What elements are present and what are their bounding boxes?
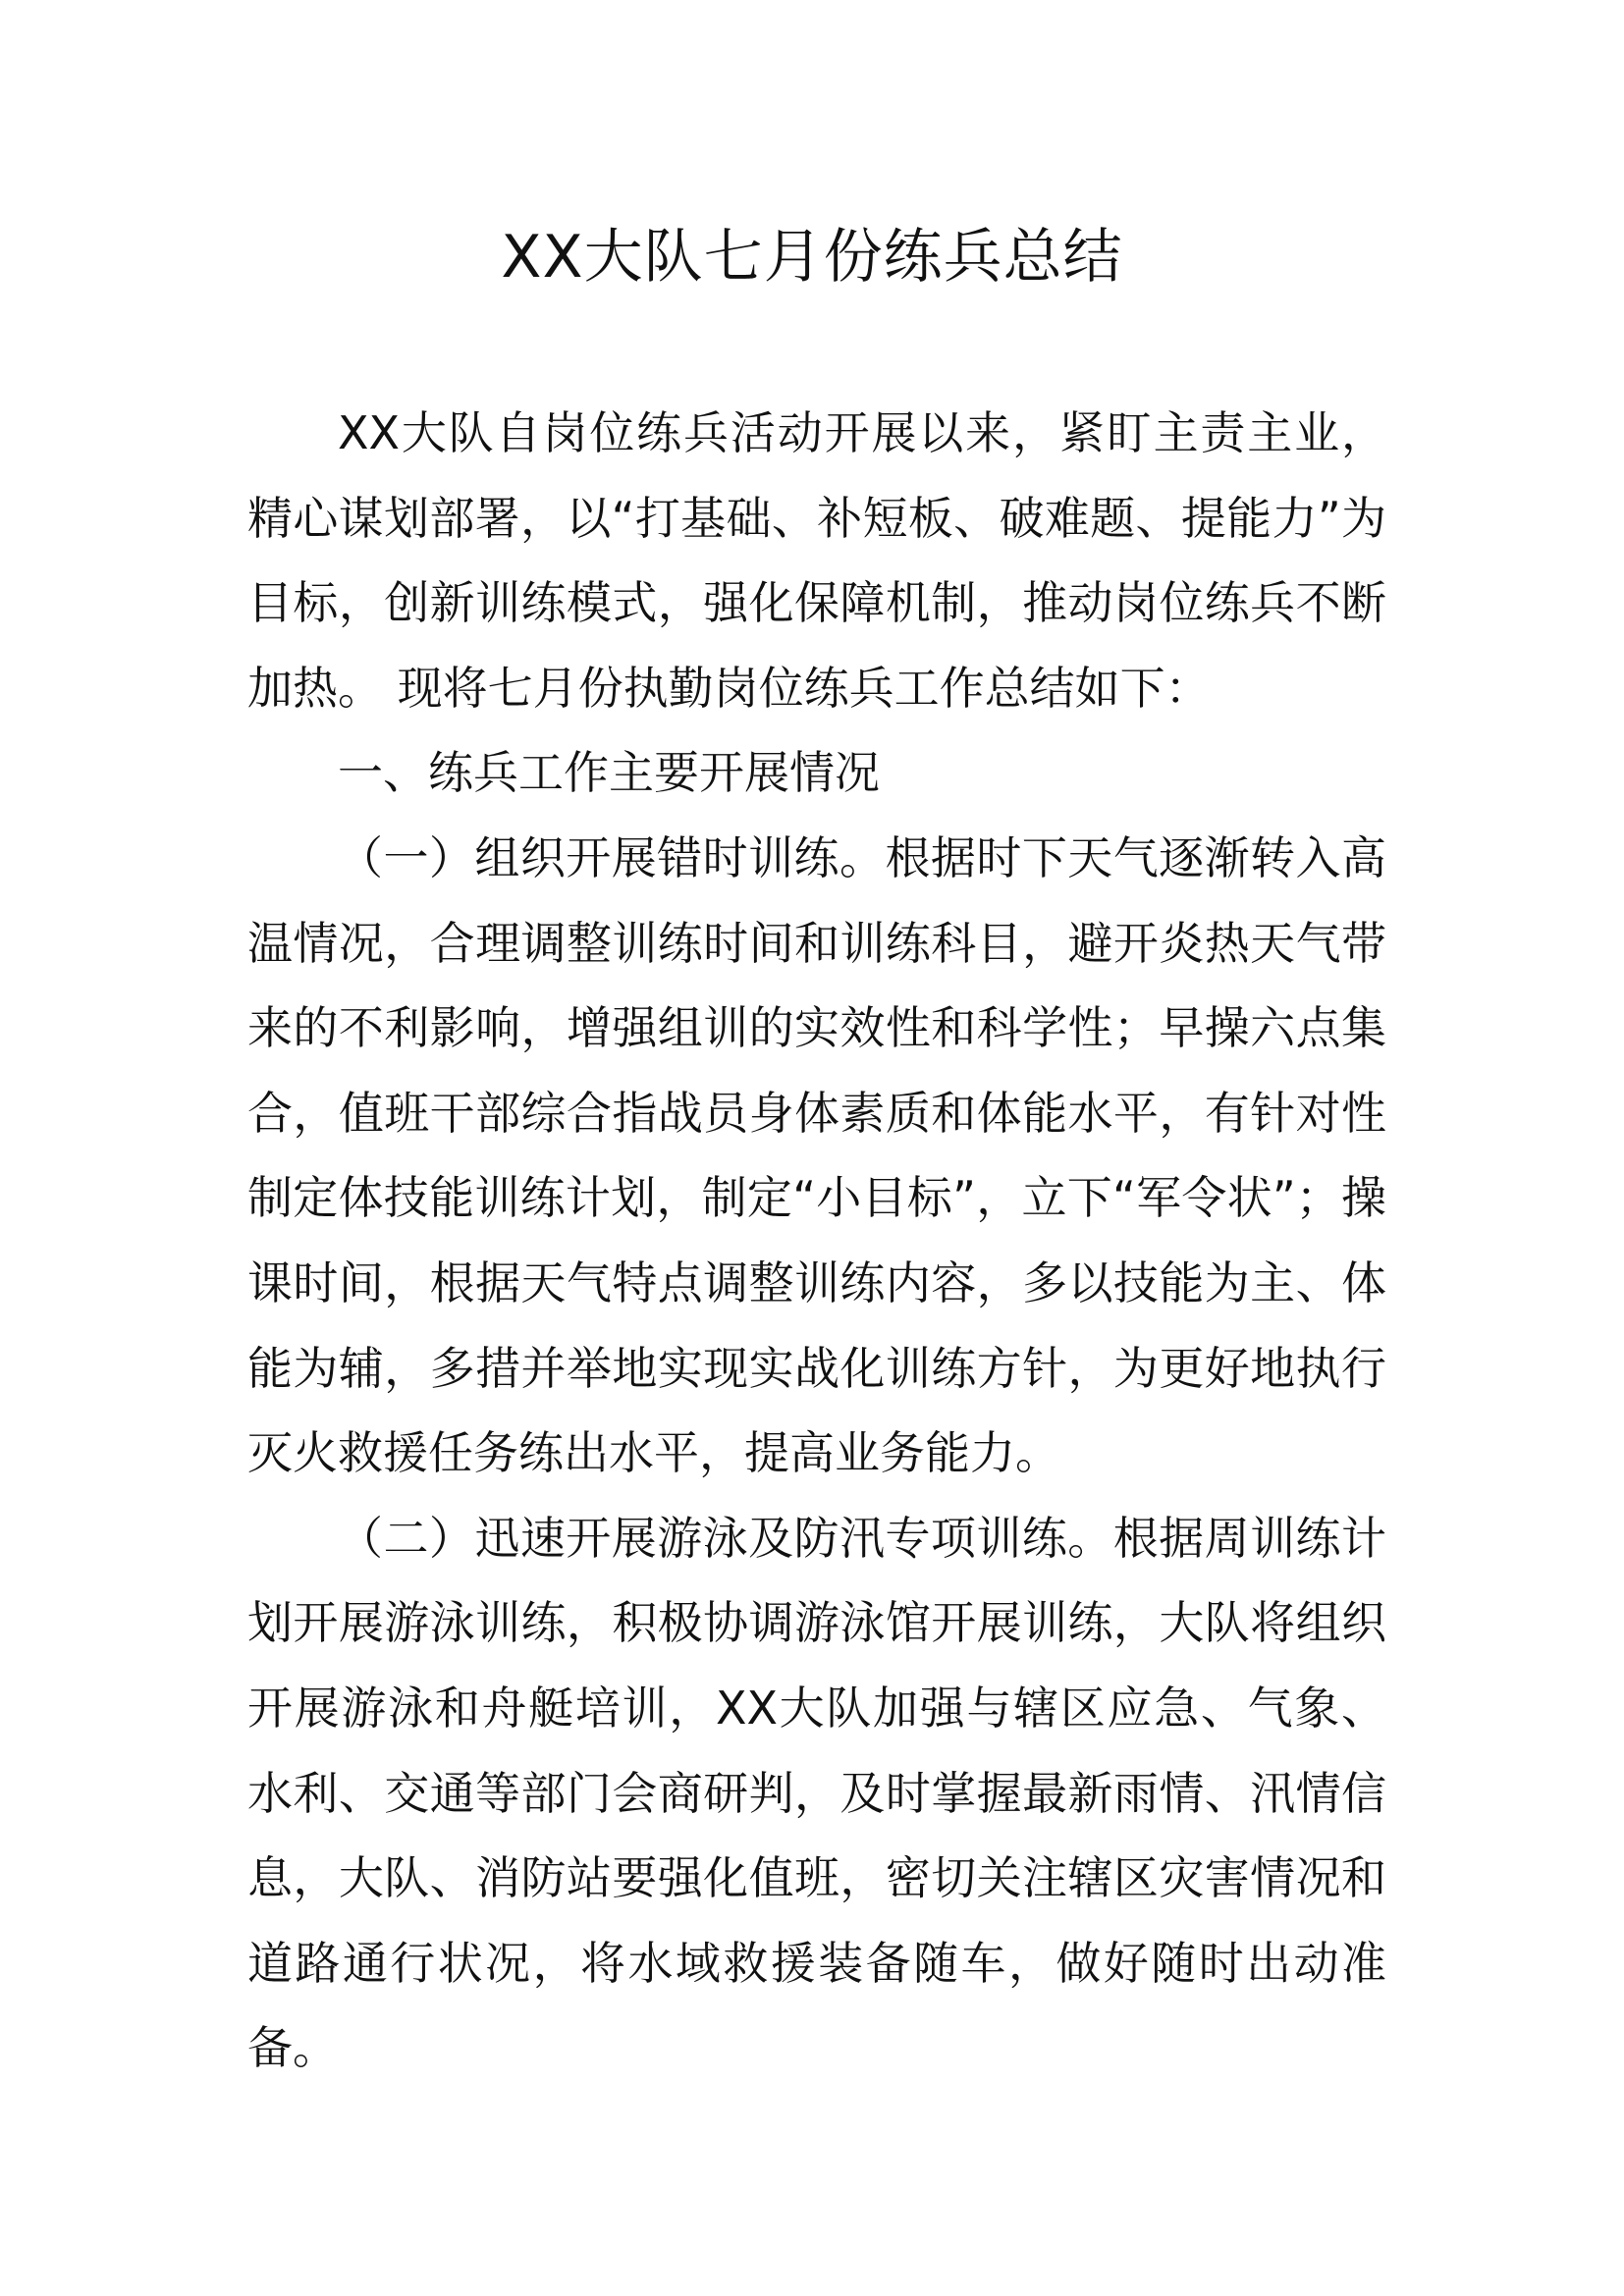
subsection-1-paragraph: （一）组织开展错时训练。根据时下天气逐渐转入高温情况，合理调整训练时间和训练科目，避开炎热天气带来的不利影响，增强组训的实效性和科学性；早操六点集合，值班干部综合指战员身体素质和体能水平，有针对性制定体技能训练计划，制定“小目标”，立下“军令状”；操课时间，根据天气特点调整训练内容，多以技能为主、体能为辅，多措并举地实现实战化训练方针，为更好地执行灭火救援任务练出水平，提高业务能力。 [247,830,1386,1480]
document-body [247,391,1386,2091]
subsection-2-paragraph: （二）迅速开展游泳及防汛专项训练。根据周训练计划开展游泳训练，积极协调游泳馆开展训练，大队将组织开展游泳和舟艇培训，XX大队加强与辖区应急、气象、水利、交通等部门会商研判，及时掌握最新雨情、汛情信息，大队、消防站要强化值班，密切关注辖区灾害情况和道路通行状况，将水域救援装备随车，做好随时出动准备。 [247,1511,1386,2075]
document-title: XX大队七月份练兵总结 [501,223,1123,292]
intro-paragraph: XX大队自岗位练兵活动开展以来，紧盯主责主业，精心谋划部署，以“打基础、补短板、破难题、提能力”为目标，创新训练模式，强化保障机制，推动岗位练兵不断加热。 现将七月份执勤岗位练兵工作总结如下： [247,406,1386,715]
section-heading-1: 一、练兵工作主要开展情况 [338,746,880,800]
